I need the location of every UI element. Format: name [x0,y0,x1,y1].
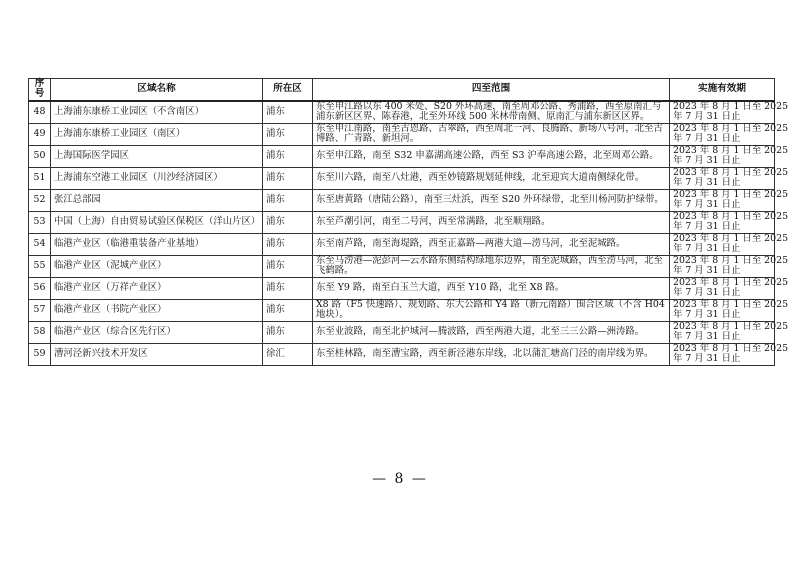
cell-no: 59 [29,343,51,365]
cell-validity: 2023 年 8 月 1 日至 2025 年 7 月 31 日止 [670,255,775,277]
cell-no: 49 [29,123,51,145]
cell-boundary: 东至南芦路，南至海堤路，西至正嘉路—两港大道—涝马河，北至泥城路。 [313,233,670,255]
cell-validity: 2023 年 8 月 1 日至 2025 年 7 月 31 日止 [670,321,775,343]
cell-district: 浦东 [263,101,313,124]
cell-no: 57 [29,299,51,321]
header-validity: 实施有效期 [670,79,775,101]
cell-area-name: 上海浦东空港工业园区（川沙经济园区） [51,167,263,189]
cell-validity: 2023 年 8 月 1 日至 2025 年 7 月 31 日止 [670,167,775,189]
cell-area-name: 漕河泾新兴技术开发区 [51,343,263,365]
cell-boundary: X8 路（F5 快速路）、规划路、东大公路和 Y4 路（新元南路）围合区域（不含 H04 地块）。 [313,299,670,321]
table-row [29,189,775,211]
cell-district: 浦东 [263,233,313,255]
header-district: 所在区 [263,79,313,101]
table-row [29,277,775,299]
cell-validity: 2023 年 8 月 1 日至 2025 年 7 月 31 日止 [670,233,775,255]
cell-area-name: 临港产业区（书院产业区） [51,299,263,321]
cell-district: 浦东 [263,189,313,211]
cell-no: 53 [29,211,51,233]
cell-boundary: 东至马涝港—泥彭河—云水路东侧结构绿地东边界，南至泥城路，西至涝马河，北至飞鹤路。 [313,255,670,277]
cell-area-name: 上海浦东康桥工业园区（南区） [51,123,263,145]
table-header-row [29,79,775,101]
cell-area-name: 张江总部园 [51,189,263,211]
table-row [29,145,775,167]
table-row [29,343,775,365]
cell-district: 浦东 [263,255,313,277]
cell-boundary: 东至申江路，南至 S32 申嘉湖高速公路，西至 S3 沪奉高速公路，北至周邓公路。 [313,145,670,167]
table-row [29,167,775,189]
table-row [29,123,775,145]
cell-boundary: 东至唐黄路（唐陆公路），南至三灶浜，西至 S20 外环绿带，北至川杨河防护绿带。 [313,189,670,211]
zone-table [28,78,789,366]
cell-validity: 2023 年 8 月 1 日至 2025 年 7 月 31 日止 [670,145,775,167]
table-row [29,321,775,343]
cell-area-name: 临港产业区（泥城产业区） [51,255,263,277]
cell-no: 54 [29,233,51,255]
cell-area-name: 上海浦东康桥工业园区（不含南区） [51,101,263,124]
cell-no: 58 [29,321,51,343]
cell-no: 56 [29,277,51,299]
table-row [29,299,775,321]
cell-no: 51 [29,167,51,189]
header-no: 序号 [29,79,51,101]
table-row [29,233,775,255]
cell-no: 50 [29,145,51,167]
cell-boundary: 东至川六路，南至八灶港，西至妙镜路规划延伸线，北至迎宾大道南侧绿化带。 [313,167,670,189]
cell-validity: 2023 年 8 月 1 日至 2025 年 7 月 31 日止 [670,189,775,211]
table-row [29,255,775,277]
cell-no: 55 [29,255,51,277]
cell-district: 浦东 [263,145,313,167]
header-boundary: 四至范围 [313,79,670,101]
cell-validity: 2023 年 8 月 1 日至 2025 年 7 月 31 日止 [670,101,775,124]
cell-district: 浦东 [263,123,313,145]
cell-no: 52 [29,189,51,211]
cell-validity: 2023 年 8 月 1 日至 2025 年 7 月 31 日止 [670,299,775,321]
cell-boundary: 东至芦潮引河，南至二号河，西至常满路，北至顺翔路。 [313,211,670,233]
cell-district: 徐汇 [263,343,313,365]
header-area-name: 区域名称 [51,79,263,101]
page-number: — 8 — [372,471,428,487]
cell-boundary: 东至业波路，南至北护城河—腾波路，西至两港大道，北至三三公路—洲涛路。 [313,321,670,343]
cell-district: 浦东 [263,299,313,321]
cell-area-name: 上海国际医学园区 [51,145,263,167]
cell-area-name: 临港产业区（万祥产业区） [51,277,263,299]
table-row [29,211,775,233]
cell-district: 浦东 [263,167,313,189]
cell-validity: 2023 年 8 月 1 日至 2025 年 7 月 31 日止 [670,343,775,365]
cell-district: 浦东 [263,277,313,299]
cell-boundary: 东至桂林路，南至漕宝路，西至新泾港东岸线，北以蒲汇塘高门泾的南岸线为界。 [313,343,670,365]
cell-boundary: 东至申江路以东 400 米处、S20 外环高速，南至周邓公路、秀浦路，西至原南汇与浦东新区区界、陈春港，北至外环线 500 米林带南侧、原南汇与浦东新区区界。 [313,101,670,124]
cell-district: 浦东 [263,321,313,343]
cell-no: 48 [29,101,51,124]
cell-area-name: 临港产业区（综合区先行区） [51,321,263,343]
cell-validity: 2023 年 8 月 1 日至 2025 年 7 月 31 日止 [670,211,775,233]
cell-boundary: 东至 Y9 路，南至白玉兰大道，西至 Y10 路，北至 X8 路。 [313,277,670,299]
cell-validity: 2023 年 8 月 1 日至 2025 年 7 月 31 日止 [670,123,775,145]
cell-district: 浦东 [263,211,313,233]
table-row [29,101,775,124]
cell-area-name: 中国（上海）自由贸易试验区保税区（洋山片区） [51,211,263,233]
cell-validity: 2023 年 8 月 1 日至 2025 年 7 月 31 日止 [670,277,775,299]
cell-boundary: 东至申江南路，南至古恩路、古翠路，西至周北一河、良腾路、新场八号河，北至古博路、广青路、新坦河。 [313,123,670,145]
cell-area-name: 临港产业区（临港重装备产业基地） [51,233,263,255]
